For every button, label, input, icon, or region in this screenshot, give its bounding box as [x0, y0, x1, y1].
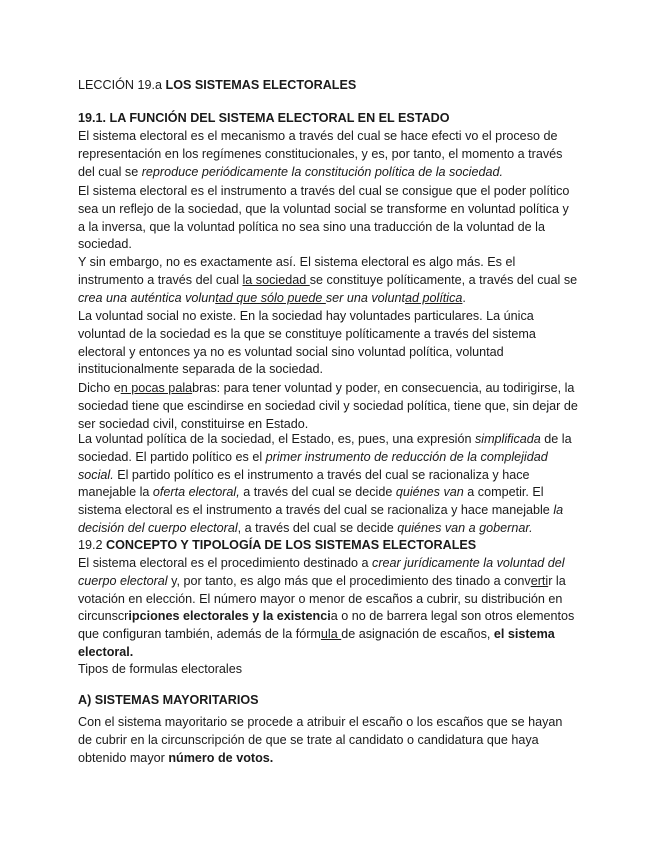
paragraph-6-italic-f: quiénes van a gobernar. [397, 520, 533, 535]
paragraph-3-end: . [462, 290, 466, 305]
paragraph-7-text-a: El sistema electoral es el procedimiento destinado a [78, 556, 373, 570]
section-heading-19-2 [78, 537, 578, 555]
paragraph-6-italic-c: oferta electoral, [152, 485, 240, 500]
paragraph-1-italic: reproduce periódicamente la constitución política de la sociedad. [141, 164, 503, 179]
paragraph-5-underlined: n pocas pala [120, 381, 193, 395]
paragraph-6-italic-a: simplificada [474, 432, 541, 446]
paragraph-7-underlined-a: erti [530, 573, 549, 588]
paragraph-1-text: El sistema electoral es el mecanismo a través del cual se hace efecti vo el proceso de representación en los regímenes constitucionales, y es, por tanto, el momento a través del cual se [78, 129, 563, 179]
paragraph-6-text-d: a través del cual se decide [239, 485, 396, 500]
paragraph-6-text-f: , a través del cual se decide [237, 520, 398, 535]
lesson-title [78, 77, 578, 95]
paragraph-7-text-d: a o no de barrera legal son otros elementos que configuran también, además de la fórm [78, 609, 575, 642]
paragraph-2-text: El sistema electoral es el instrumento a través del cual se consigue que el poder político sea un reflejo de la sociedad, que la voluntad social se transforme en voluntad política y a la inversa, que la voluntad política no sea sino una traducción de la voluntad de la sociedad. [78, 184, 570, 252]
paragraph-6 [78, 431, 578, 538]
paragraph-3-text-a: Y sin embargo, no es exactamente así. El sistema electoral es algo más. Es el instrumento a través del cual [78, 255, 516, 287]
paragraph-8-text: Con el sistema mayoritario se procede a atribuir el escaño o los escaños que se hayan de cubrir en la circunscripción de que se trate al candidato o candidatura que haya obtenido mayor [78, 715, 563, 765]
paragraph-7-text-e: de asignación de escaños, [341, 627, 494, 642]
paragraph-6-text-c: El partido político es el instrumento a través del cual se racionaliza y hace manejable la [78, 467, 530, 500]
paragraph-7-underlined-b: ula [320, 627, 342, 642]
paragraph-7-bold-b: el sistema electoral. [78, 627, 555, 659]
paragraph-3-italic-underlined-a: tad que sólo puede [215, 290, 326, 305]
paragraph-6-italic-b: primer instrumento de reducción de la complejidad social. [78, 449, 548, 482]
paragraph-6-text-a: La voluntad política de la sociedad, el Estado, es, pues, una expresión [78, 432, 475, 446]
paragraph-7-bold-a: ipciones electorales y la existenci [128, 609, 331, 624]
paragraph-7 [78, 555, 578, 662]
paragraph-8 [78, 714, 578, 767]
paragraph-3-italic-b: ser una volunt [325, 290, 405, 305]
section-19-2-number: 19.2 [78, 538, 107, 552]
paragraph-7-text-b: y, por tanto, es algo más que el procedimiento des tinado a conv [167, 573, 531, 588]
paragraph-7-italic: crear jurídicamente la voluntad del cuerpo electoral [78, 556, 565, 588]
paragraph-5-text-b: bras: para tener voluntad y poder, en consecuencia, au todirigirse, la sociedad tiene que escindirse en sociedad civil y sociedad política, tiene que, sin dejar de ser sociedad civil, constituirse en Estado. [78, 381, 578, 431]
paragraph-5-text-a: Dicho e [78, 381, 121, 395]
paragraph-3-italic-a: crea una auténtica volun [78, 290, 216, 305]
paragraph-5 [78, 380, 578, 433]
paragraph-6-italic-d: quiénes van [395, 485, 464, 500]
paragraph-6-text-b: de la sociedad. El partido político es el [78, 432, 572, 464]
paragraph-8-bold: número de votos. [168, 750, 274, 765]
section-19-2-title: CONCEPTO Y TIPOLOGÍA DE LOS SISTEMAS ELECTORALES [106, 538, 477, 552]
paragraph-4-text: La voluntad social no existe. En la sociedad hay voluntades particulares. La única voluntad de la sociedad es la que se constituye políticamente a través del sistema electoral y entonces ya no es voluntad social sino voluntad política, voluntad institucionalmente separada de la sociedad. [78, 309, 536, 377]
formula-types-label: Tipos de formulas electorales [78, 662, 243, 676]
lesson-title-main: LOS SISTEMAS ELECTORALES [165, 78, 357, 92]
paragraph-7-text-c: r la votación en elección. El número mayor o menor de escaños a cubrir, su distribución en circunscr [78, 573, 566, 624]
lesson-title-prefix: LECCIÓN 19.a [78, 78, 166, 92]
paragraph-3-italic-underlined-b: ad política [405, 290, 463, 305]
paragraph-2 [78, 183, 578, 254]
paragraph-6-text-e: a competir. El sistema electoral es el instrumento a través del cual se racionaliza y hace manejable [78, 485, 554, 518]
paragraph-6-italic-e: la decisión del cuerpo electoral [78, 503, 564, 535]
paragraph-3-text-b: se constituye políticamente, a través del cual se [309, 272, 578, 287]
section-heading-majority-systems: A) SISTEMAS MAYORITARIOS [78, 693, 259, 707]
paragraph-3 [78, 254, 578, 307]
paragraph-4 [78, 308, 578, 379]
section-heading-19-1: 19.1. LA FUNCIÓN DEL SISTEMA ELECTORAL EN EL ESTADO [78, 111, 450, 125]
paragraph-1 [78, 128, 578, 181]
paragraph-3-underlined-a: la sociedad [242, 272, 310, 287]
